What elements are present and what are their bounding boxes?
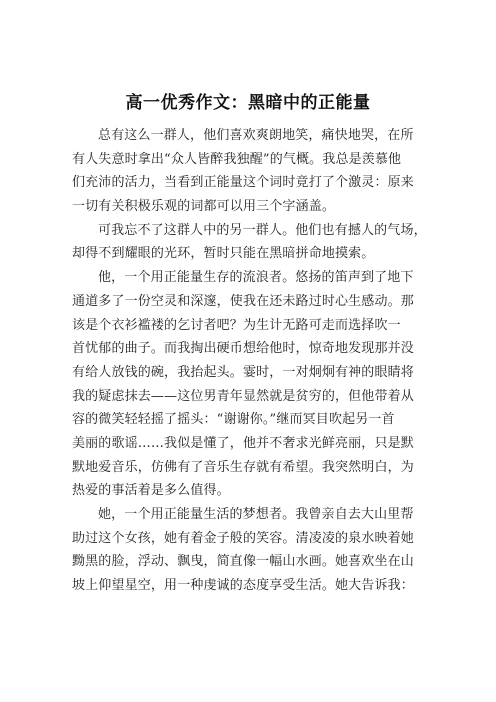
text-line: 容的微笑轻轻摇了摇头：“谢谢你。”继而冥目吹起另一首 <box>72 412 395 428</box>
text-line: 我的疑虑抹去——这位男青年显然就是贫穷的，但他带着从 <box>72 388 414 404</box>
text-line: 有人失意时拿出“众人皆醉我独醒”的气概。我总是羡慕他 <box>72 151 402 167</box>
text-line: 一切有关积极乐观的词都可以用三个字涵盖。 <box>72 199 336 215</box>
text-line: 通道多了一份空灵和深邃，使我在还未路过时心生感动。那 <box>72 293 414 309</box>
text-line: 她，一个用正能量生活的梦想者。我曾亲自去大山里帮 <box>98 507 414 522</box>
text-line: 坡上仰望星空，用一种虔诚的态度享受生活。她大告诉我： <box>72 578 414 594</box>
text-line: 们充沛的活力，当看到正能量这个词时竟打了个激灵：原来 <box>72 175 414 191</box>
text-line: 却得不到耀眼的光环，暂时只能在黑暗拼命地摸索。 <box>72 246 375 262</box>
text-line: 助过这个女孩，她有着金子般的笑容。清凌凌的泉水映着她 <box>72 530 414 546</box>
text-line: 总有这么一群人，他们喜欢爽朗地笑，痛快地哭，在所 <box>98 128 414 143</box>
text-line: 可我忘不了这群人中的另一群人。他们也有撼人的气场， <box>98 222 427 238</box>
text-line: 他，一个用正能量生存的流浪者。悠扬的笛声到了地下 <box>98 270 414 286</box>
text-line: 有给人放钱的碗，我抬起头。霎时，一对炯炯有神的眼睛将 <box>72 364 414 380</box>
text-line: 该是个衣衫褴褛的乞讨者吧？为生计无路可走而选择吹一 <box>72 317 401 333</box>
text-line: 美丽的歌谣……我似是懂了，他并不奢求光鲜亮丽，只是默 <box>72 435 414 451</box>
document-body <box>72 124 426 598</box>
text-line: 默地爱音乐，仿佛有了音乐生存就有希望。我突然明白，为 <box>72 459 414 475</box>
document-title: 高一优秀作文：黑暗中的正能量 <box>125 93 371 113</box>
text-line: 热爱的事活着是多么值得。 <box>72 483 230 499</box>
text-line: 首忧郁的曲子。而我掏出硬币想给他时，惊奇地发现那并没 <box>72 341 414 357</box>
text-line: 黝黑的脸，浮动、飘曳，简直像一幅山水画。她喜欢坐在山 <box>72 554 414 570</box>
